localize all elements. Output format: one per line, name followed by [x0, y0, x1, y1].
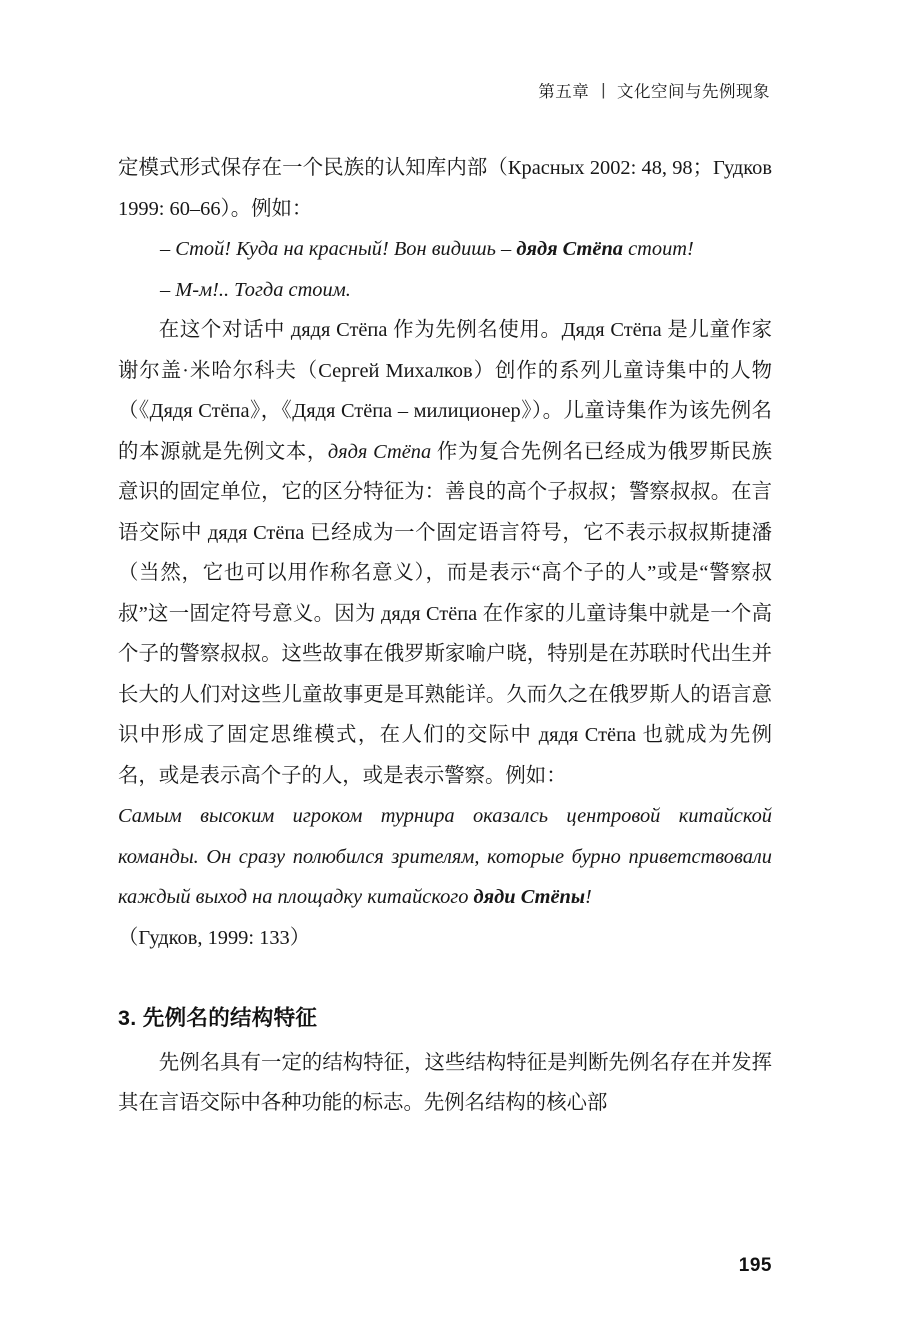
running-head-chapter: 第五章 — [538, 83, 590, 101]
dialogue-line-1-prefix: – Стой! Куда на красный! Вон видишь – — [160, 238, 517, 260]
paragraph-section-intro: 先例名具有一定的结构特征，这些结构特征是判断先例名存在并发挥其在言语交际中各种功能的标志。先例名结构的核心部 — [118, 1051, 772, 1114]
paragraph-analysis — [118, 310, 772, 796]
running-head — [118, 78, 772, 102]
example-quote — [118, 796, 772, 918]
section-heading: 3. 先例名的结构特征 — [118, 1006, 318, 1030]
paragraph-analysis-term: дядя Стёпа — [327, 440, 432, 463]
paragraph-analysis-part1: 在这个对话中 дядя Стёпа 作为先例名使用。Дядя Стёпа 是儿童作家谢尔盖·米哈尔科夫（Сергей Михалков）创作的系列儿童诗集中的人物（《Дядя Стёпа》，《Дядя Стёпа – милиционер》）。儿童诗集作为该先例名的本源就是先例文本， — [118, 319, 772, 463]
page-number: 195 — [738, 1255, 772, 1276]
dialogue-line-2: – М-м!.. Тогда стоим. — [160, 278, 351, 301]
dialogue-line-1 — [160, 229, 772, 270]
dialogue-line-1-emphasis: дядя Стёпа — [516, 238, 624, 260]
paragraph-analysis-part2: 作为复合先例名已经成为俄罗斯民族意识的固定单位，它的区分特征为：善良的高个子叔叔；警察叔叔。在言语交际中 дядя Стёпа 已经成为一个固定语言符号，它不表示叔叔斯捷潘（当然，它也可以用作称名意义），而是表示“高个子的人”或是“警察叔叔”这一固定符号意义。因为 дядя Стёпа 在作家的儿童诗集中就是一个高个子的警察叔叔。这些故事在俄罗斯家喻户晓，特别是在苏联时代出生并长大的人们对这些儿童故事更是耳熟能详。久而久之在俄罗斯人的语言意识中形成了固定思维模式，在人们的交际中 дядя Стёпа 也就成为先例名，或是表示高个子的人，或是表示警察。例如： — [118, 440, 772, 787]
page-body — [118, 148, 772, 1124]
example-quote-suffix: ! — [585, 886, 592, 908]
running-head-title: 文化空间与先例现象 — [617, 83, 770, 101]
example-quote-emphasis: дяди Стёпы — [473, 886, 586, 908]
dialogue-line-1-suffix: стоит! — [623, 238, 694, 260]
example-quote-text: Самым высоким игроком турнира оказалсь центровой китайской команды. Он сразу полюбился зрителям, которые бурно приветствовали каждый выход на площадку китайского — [118, 805, 772, 908]
running-head-separator: | — [601, 80, 606, 99]
example-citation: （Гудков, 1999: 133） — [118, 926, 311, 949]
paragraph-continuation: 定模式形式保存在一个民族的认知库内部（Красных 2002: 48, 98；Гудков 1999: 60–66）。例如： — [118, 157, 772, 220]
